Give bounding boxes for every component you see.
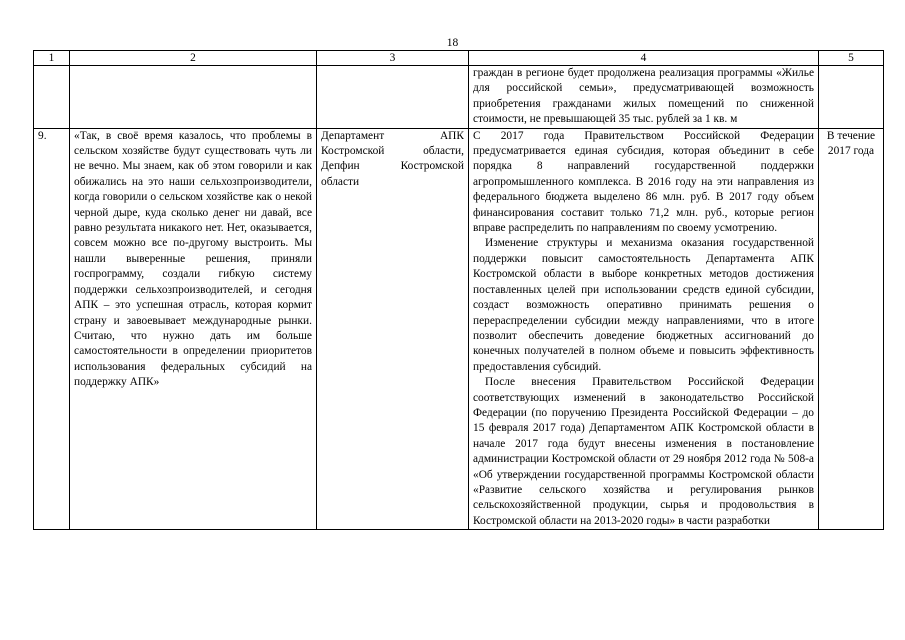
measures-paragraph: После внесения Правительством Российской Федерации соответствующих изменений в законодательство Российской Федерации (по поручению Президента Российской Федерации – до 15 февраля 2017 года) Департаментом АПК Костромской области в начале 2017 года будут внесены изменения в постановление администрации Костромской области от 29 ноября 2012 года № 508-а «Об утверждении государственной программы Костромской области «Развитие сельского хозяйства и регулирования рынков сельскохозяйственной продукции, сырья и продовольствия в Костромской области на 2013-2020 годы» в части разработки [473, 376, 814, 527]
measures-paragraph: С 2017 года Правительством Российской Федерации предусматривается единая субсидия, которая объединит в себе порядка 8 направлений государственной поддержки агропромышленного комплекса. В 2016 году на эти направления из федерального бюджета выделено 86 млн. руб. В 2017 году объем финансирования составит только 71,2 млн. руб., которые регион вправе распределить по направлениям по своему усмотрению. [473, 129, 814, 235]
column-number-4: 4 [469, 51, 819, 66]
column-number-row [34, 51, 884, 66]
measures-cell [469, 128, 819, 530]
page-number: 18 [446, 37, 459, 49]
column-number-2: 2 [70, 51, 317, 66]
measures-cell [469, 66, 819, 129]
measures-paragraph: граждан в регионе будет продолжена реализация программы «Жилье для российской семьи», предусматривающей возможность приобретения гражданами жилых помещений по сниженной стоимости, не превышающей 35 тыс. рублей за 1 кв. м [473, 67, 814, 126]
quote-cell: «Так, в своё время казалось, что проблемы в сельском хозяйстве будут существовать чуть ли не вечно. Мы знаем, как об этом говорили и как обижались на это наши сельхозпроизводители, когда говорили о сельском хозяйстве как о некой черной дыре, куда сколько денег ни давай, все равно результата никакого нет. Нет, оказывается, совсем можно все по-другому выстроить. Мы нашли выверенные решения, приняли госпрограмму, создали гибкую систему поддержки сельхозпроизводителей, и сегодня АПК – это успешная отрасль, которая кормит страну и завоевывает международные рынки. Считаю, что нужно дать им больше самостоятельности в определении приоритетов использования федеральных субсидий на поддержку АПК» [70, 128, 317, 530]
deadline-cell: В течение 2017 года [819, 128, 884, 530]
column-number-3: 3 [317, 51, 469, 66]
quote-cell [70, 66, 317, 129]
measures-table [33, 50, 884, 530]
row-number-cell: 9. [34, 128, 70, 530]
table-row-9 [34, 128, 884, 530]
row-number-cell [34, 66, 70, 129]
table-row-continuation [34, 66, 884, 129]
measures-paragraph: Изменение структуры и механизма оказания государственной поддержки повысит самостоятельность Департамента АПК Костромской области в выборе конкретных методов достижения поставленных целей при использовании средств единой субсидии, создаст возможность оперативно принимать решения о перераспределении субсидии между направлениями, что в итоге позволит обеспечить доведение бюджетных ассигнований до конечных получателей в полном объеме и повысить эффективность предоставления субсидий. [473, 237, 814, 373]
executor-cell [317, 66, 469, 129]
column-number-5: 5 [819, 51, 884, 66]
executor-cell: Департамент АПК Костромской области, Депфин Костромской области [317, 128, 469, 530]
deadline-cell [819, 66, 884, 129]
column-number-1: 1 [34, 51, 70, 66]
